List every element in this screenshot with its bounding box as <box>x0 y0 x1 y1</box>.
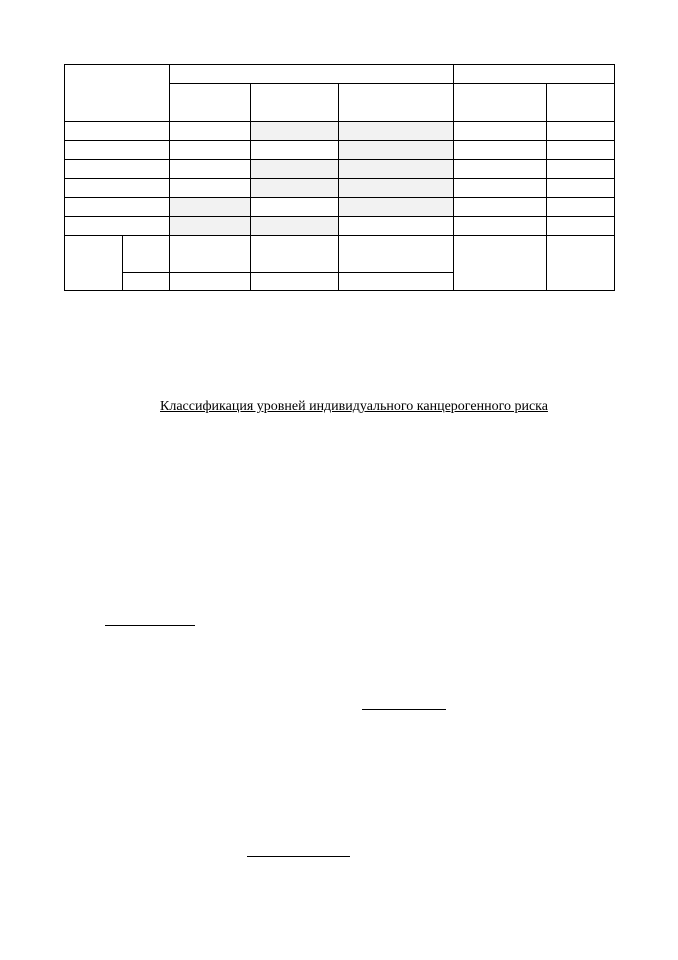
table-cell <box>123 273 170 291</box>
table-cell-shaded <box>339 122 454 141</box>
table-cell-shaded <box>339 198 454 217</box>
table-cell <box>339 217 454 236</box>
table-row <box>65 141 615 160</box>
table-cell-shaded <box>339 141 454 160</box>
table-header-cell <box>454 65 615 84</box>
table-header-cell <box>65 65 170 122</box>
table-cell <box>547 198 615 217</box>
table-cell <box>65 179 170 198</box>
table-cell <box>170 160 251 179</box>
table-row <box>65 236 615 273</box>
table-cell <box>251 141 339 160</box>
table-cell <box>170 273 251 291</box>
table-cell <box>547 141 615 160</box>
table-cell-shaded <box>251 179 339 198</box>
table-cell <box>65 236 123 291</box>
table-cell-shaded <box>170 217 251 236</box>
table-row <box>65 122 615 141</box>
table-cell <box>170 122 251 141</box>
data-table <box>64 64 615 291</box>
table-cell <box>454 141 547 160</box>
table-header-cell <box>454 84 547 122</box>
table-row <box>65 160 615 179</box>
table-cell <box>65 122 170 141</box>
table-cell <box>123 236 170 273</box>
table-cell-shaded <box>339 179 454 198</box>
table-cell <box>454 160 547 179</box>
table-header-cell <box>547 84 615 122</box>
table-cell-shaded <box>339 160 454 179</box>
table-cell <box>454 236 547 291</box>
table-header-row-1 <box>65 65 615 84</box>
table-cell <box>65 217 170 236</box>
table-cell <box>170 179 251 198</box>
table-cell <box>170 141 251 160</box>
table-header-cell <box>251 84 339 122</box>
table-row <box>65 179 615 198</box>
section-heading: Классификация уровней индивидуального канцерогенного риска <box>160 399 548 414</box>
table-header-cell <box>170 84 251 122</box>
underline-rule <box>105 625 195 626</box>
table-cell <box>454 198 547 217</box>
table-cell <box>454 179 547 198</box>
table-header-cell <box>339 84 454 122</box>
table-cell <box>454 122 547 141</box>
table-cell <box>547 236 615 291</box>
underline-rule <box>362 709 446 710</box>
table-cell <box>170 236 251 273</box>
underline-rule <box>247 856 350 857</box>
table-cell <box>251 273 339 291</box>
table-cell <box>65 160 170 179</box>
table-cell-shaded <box>251 160 339 179</box>
table-cell-shaded <box>251 217 339 236</box>
table-row <box>65 198 615 217</box>
table-cell <box>251 198 339 217</box>
table-cell <box>547 122 615 141</box>
table-cell <box>65 198 170 217</box>
table-header-cell <box>170 65 454 84</box>
table-cell-shaded <box>170 198 251 217</box>
table-cell <box>339 273 454 291</box>
table-cell <box>251 236 339 273</box>
table-cell <box>65 141 170 160</box>
table-cell <box>547 179 615 198</box>
table-row <box>65 217 615 236</box>
table-cell-shaded <box>251 122 339 141</box>
table-cell <box>339 236 454 273</box>
table-cell <box>454 217 547 236</box>
table-cell <box>547 217 615 236</box>
table-cell <box>547 160 615 179</box>
